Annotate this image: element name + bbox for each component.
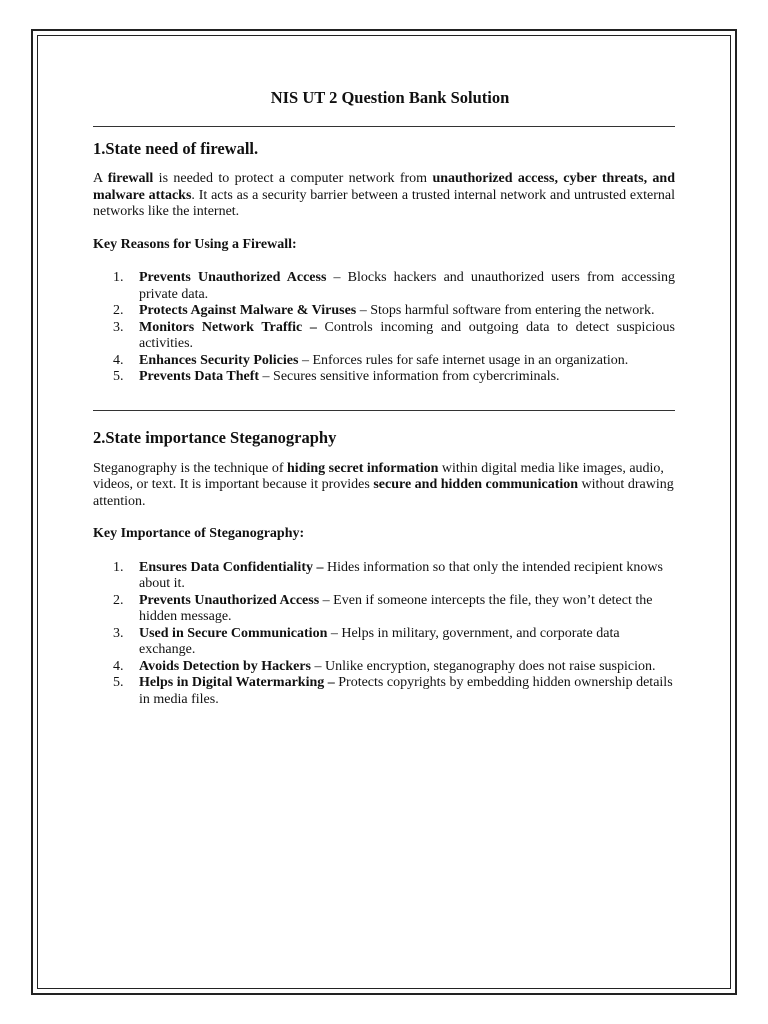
question-2-section: [93, 428, 675, 709]
list-item-text: Hides information so that only the intended recipient knows about it.: [139, 559, 663, 591]
intro-text: within digital media like images, audio, videos, or text. It is important because it provides: [93, 460, 664, 492]
list-item: [93, 593, 675, 626]
intro-text: . It acts as a security barrier between a trusted internal network and untrusted external networks like the internet.: [93, 187, 676, 219]
question-1-heading: 1.State need of firewall.: [93, 139, 259, 158]
list-item: [93, 320, 675, 353]
list-number: 4.: [113, 352, 124, 368]
list-number: 1.: [113, 559, 124, 575]
list-item-text: Controls incoming and outgoing data to detect suspicious activities.: [139, 319, 675, 351]
list-number: 3.: [113, 319, 124, 335]
intro-bold: unauthorized access, cyber threats, and malware attacks: [93, 171, 675, 203]
list-number: 4.: [113, 658, 124, 674]
question-1-section: [93, 139, 675, 386]
list-number: 1.: [113, 270, 124, 285]
list-item-title: Protects Against Malware & Viruses: [139, 303, 357, 318]
list-item-text: – Helps in military, government, and corporate data exchange.: [139, 625, 620, 657]
list-item-title: Ensures Data Confidentiality –: [139, 559, 324, 575]
list-item-title: Monitors Network Traffic –: [139, 319, 317, 335]
list-number: 2.: [113, 303, 124, 318]
intro-text: is needed to protect a computer network from: [153, 171, 433, 186]
list-item-title: Used in Secure Communication: [139, 625, 328, 641]
document-body: [93, 88, 675, 708]
list-item-title: Prevents Unauthorized Access: [139, 592, 320, 608]
question-1-key-heading: Key Reasons for Using a Firewall:: [93, 236, 297, 252]
list-item-text: – Unlike encryption, steganography does not raise suspicion.: [311, 658, 656, 674]
intro-bold: hiding secret information: [287, 460, 439, 476]
list-item: [93, 270, 675, 303]
list-item: [93, 369, 675, 386]
list-item: [93, 626, 675, 659]
list-item: [93, 675, 675, 708]
list-number: 5.: [113, 675, 124, 690]
document-title: NIS UT 2 Question Bank Solution: [270, 88, 510, 107]
list-item-title: Avoids Detection by Hackers: [139, 658, 311, 674]
question-2-key-heading: Key Importance of Steganography:: [93, 526, 305, 541]
list-number: 3.: [113, 625, 124, 641]
list-item: [93, 303, 675, 320]
list-item: [93, 560, 675, 593]
list-item-title: Enhances Security Policies: [139, 352, 299, 368]
intro-text: Steganography is the technique of: [93, 460, 288, 476]
question-2-intro: [93, 461, 675, 511]
divider-rule: [93, 410, 675, 411]
intro-bold: firewall: [107, 171, 154, 186]
question-1-intro: [93, 171, 675, 221]
list-item-text: – Stops harmful software from entering the network.: [356, 303, 655, 318]
list-item-title: Prevents Unauthorized Access: [139, 270, 327, 285]
question-1-list: [93, 270, 675, 386]
question-2-list: [93, 560, 675, 709]
list-item-text: – Enforces rules for safe internet usage in an organization.: [298, 352, 629, 368]
list-item-text: – Secures sensitive information from cybercriminals.: [259, 369, 560, 384]
list-item-title: Helps in Digital Watermarking –: [139, 675, 335, 690]
list-item: [93, 659, 675, 676]
list-item-text: – Blocks hackers and unauthorized users from accessing private data.: [139, 270, 675, 302]
question-2-heading: 2.State importance Steganography: [93, 427, 337, 447]
list-item: [93, 353, 675, 370]
list-number: 2.: [113, 592, 124, 608]
divider-rule: [93, 126, 675, 127]
list-number: 5.: [113, 369, 124, 384]
list-item-text: Protects copyrights by embedding hidden ownership details in media files.: [139, 675, 673, 707]
list-item-title: Prevents Data Theft: [139, 369, 260, 384]
list-item-text: – Even if someone intercepts the file, they won’t detect the hidden message.: [139, 592, 653, 624]
intro-text: without drawing attention.: [93, 477, 674, 509]
intro-text: A: [93, 171, 108, 186]
intro-bold: secure and hidden communication: [373, 477, 579, 492]
